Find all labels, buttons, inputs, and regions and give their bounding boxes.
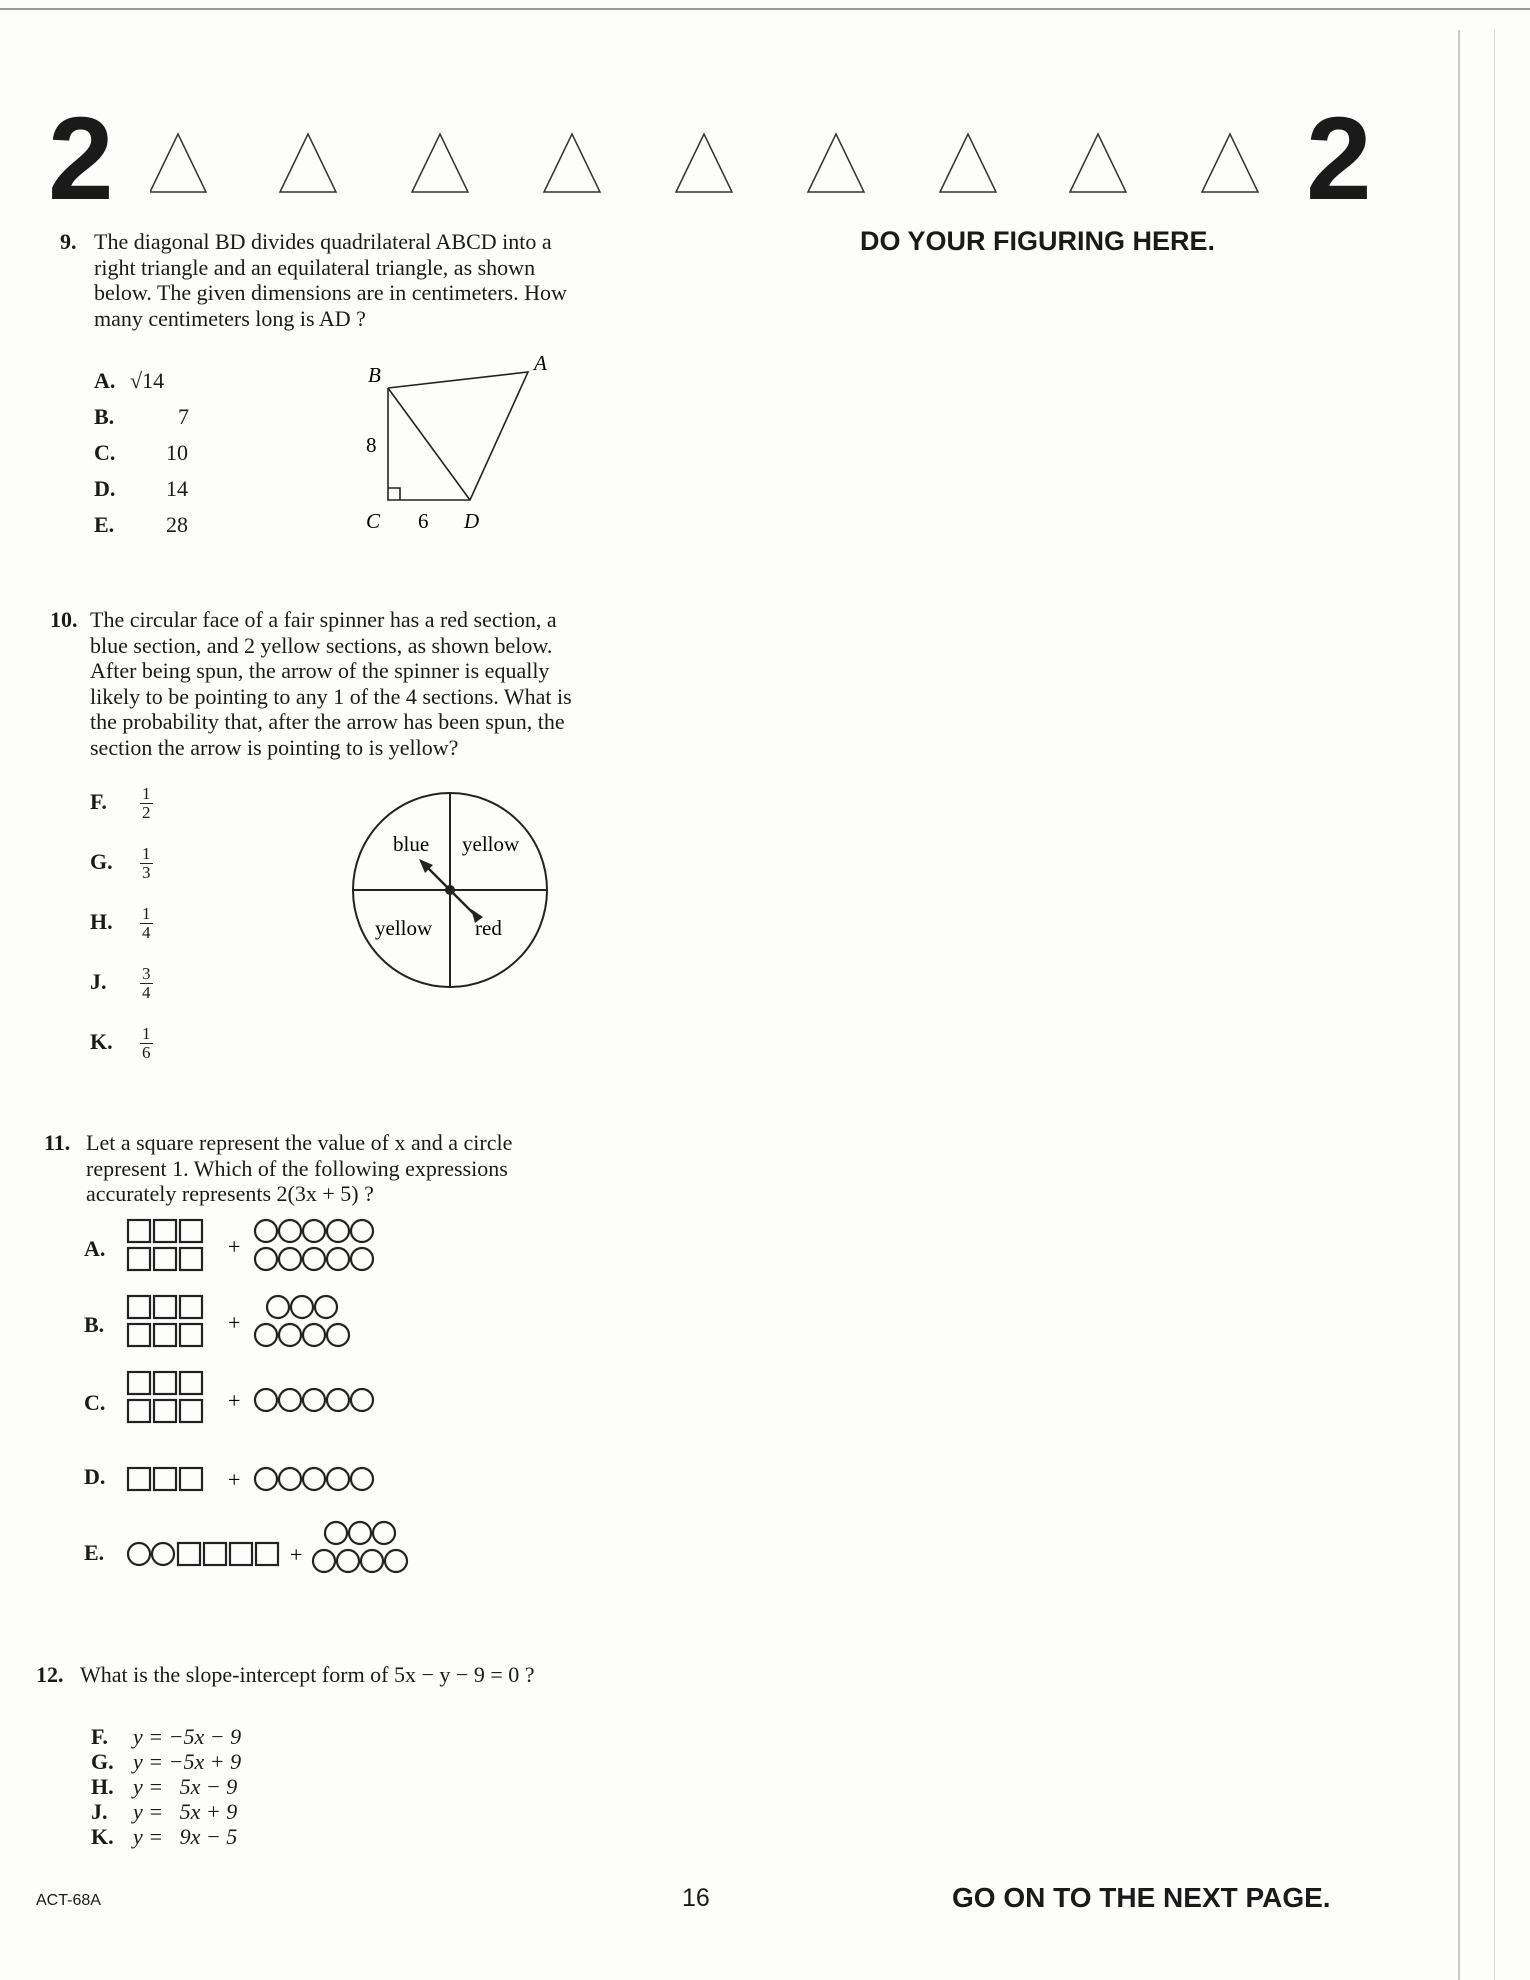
quadrilateral-outline [388,372,528,500]
page-edge [1458,30,1460,1980]
q10-line: section the arrow is pointing to is yellow? [90,734,459,760]
q10-line: blue section, and 2 yellow sections, as shown below. [90,632,553,658]
spinner-label-red: red [475,916,502,940]
q12-choice-g[interactable]: G. y = −5x + 9 [91,1749,242,1774]
triangle-icon [280,134,336,192]
spinner-label-yellow-top: yellow [462,832,520,856]
q9-stem [94,229,684,331]
section-number-left: 2 [48,93,114,225]
label-d: D [464,509,480,533]
triangle-border [150,128,1270,198]
plus-sign: + [228,1467,241,1492]
label-side-bc: 8 [366,433,377,457]
q11-e-expression [124,1518,444,1584]
q9-choice-c[interactable]: C. 10 [94,440,188,465]
q12-choice-h[interactable]: H. y = 5x − 9 [91,1774,238,1799]
q10-choice-h[interactable]: H. $\frac{1}{4}$ [90,904,151,942]
plus-sign: + [228,1310,241,1335]
triangle-icon [808,134,864,192]
q9-number: 9. [60,229,77,254]
label-side-cd: 6 [418,509,429,533]
q11-choice-e[interactable]: E. [84,1540,105,1565]
q10-line: the probability that, after the arrow has been spun, the [90,709,565,734]
diagonal-bd [388,388,470,500]
triangle-icon [940,134,996,192]
q11-choice-b[interactable]: B. [84,1312,105,1337]
plus-sign: + [290,1542,303,1567]
q9-line: right triangle and an equilateral triangle, as shown [94,254,536,280]
q11-d-expression [124,1462,424,1498]
plus-sign: + [228,1234,241,1259]
q10-line: The circular face of a fair spinner has a red section, a [90,607,557,632]
q10-choice-f[interactable]: F. $\frac{1}{2}$ [90,784,151,822]
triangle-icon [544,134,600,192]
top-rule [0,8,1530,10]
figuring-label: DO YOUR FIGURING HERE. [860,226,1216,256]
q11-line: Let a square represent the value of x and a circle [86,1130,513,1155]
q9-choice-a[interactable]: A. √14 [94,368,165,393]
q11-line: accurately represents 2(3x + 5) ? [86,1181,374,1206]
q11-stem [86,1130,686,1207]
page-number: 16 [682,1884,710,1912]
q9-line: The diagonal BD divides quadrilateral ABCD into a [94,229,552,254]
plus-sign: + [228,1388,241,1413]
quadrilateral-figure [360,350,570,540]
form-code: ACT-68A [36,1892,101,1909]
q11-choice-d[interactable]: D. [84,1464,106,1489]
spinner-label-blue: blue [393,832,430,856]
q11-choice-a[interactable]: A. [84,1236,106,1261]
next-page-note: GO ON TO THE NEXT PAGE. [952,1882,1331,1913]
q9-line: below. The given dimensions are in centimeters. How [94,280,567,305]
right-angle-mark [388,488,400,500]
spinner-figure [345,785,565,995]
label-b: B [368,363,381,387]
label-a: A [534,351,547,375]
q11-c-expression [124,1368,424,1434]
triangle-icon [412,134,468,192]
q10-choice-j[interactable]: J. $\frac{3}{4}$ [90,964,151,1002]
q9-choice-e[interactable]: E. 28 [94,512,188,537]
q12-choice-f[interactable]: F. y = −5x − 9 [91,1724,242,1749]
q11-b-expression [124,1292,424,1358]
q12-choice-j[interactable]: J. y = 5x + 9 [91,1799,238,1824]
q12-choice-k[interactable]: K. y = 9x − 5 [91,1824,238,1849]
spinner-hub [445,885,455,895]
section-number-right: 2 [1306,93,1372,225]
triangle-icon [150,134,206,192]
q11-number: 11. [44,1130,71,1155]
spinner-label-yellow-bottom: yellow [375,916,433,940]
q10-choice-g[interactable]: G. $\frac{1}{3}$ [90,844,151,882]
q9-choice-d[interactable]: D. 14 [94,476,188,501]
q10-line: After being spun, the arrow of the spinner is equally [90,658,550,683]
q11-line: represent 1. Which of the following expressions [86,1155,508,1181]
q10-choice-k[interactable]: K. $\frac{1}{6}$ [90,1024,151,1062]
q11-choice-c[interactable]: C. [84,1390,106,1415]
q12-stem: What is the slope-intercept form of 5x − y − 9 = 0 ? [80,1662,535,1687]
label-c: C [366,509,381,533]
triangle-icon [1202,134,1258,192]
triangle-icon [1070,134,1126,192]
q10-stem [90,607,690,760]
q9-choice-b[interactable]: B. 7 [94,404,189,429]
q11-a-expression [124,1216,424,1282]
q10-line: likely to be pointing to any 1 of the 4 sections. What is [90,683,572,709]
page-edge-inner [1494,30,1495,1980]
q9-line: many centimeters long is AD ? [94,305,366,331]
q10-number: 10. [50,607,78,632]
q12-number: 12. [36,1662,64,1687]
triangle-icon [676,134,732,192]
